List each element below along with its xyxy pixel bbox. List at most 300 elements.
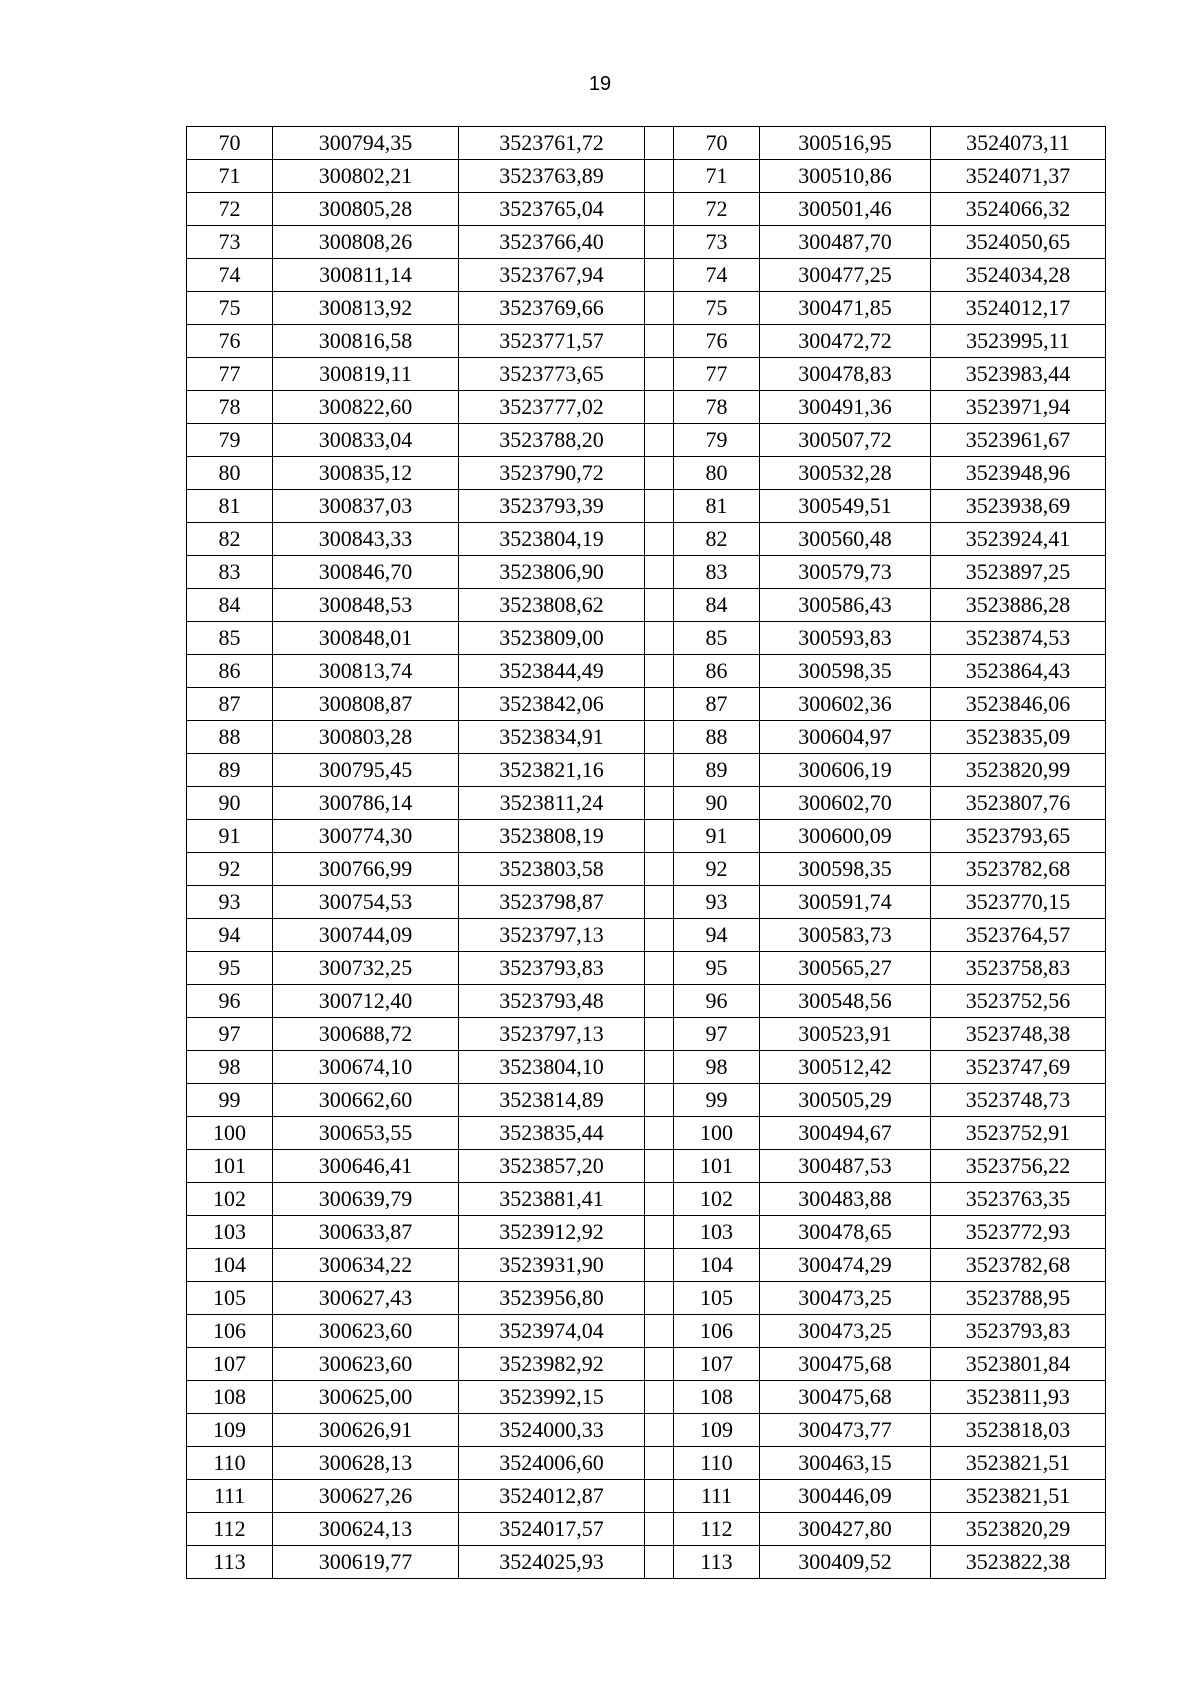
y-coordinate-cell: 3523971,94: [931, 391, 1106, 424]
separator-cell: [645, 1414, 674, 1447]
separator-cell: [645, 853, 674, 886]
point-number-cell: 107: [674, 1348, 760, 1381]
separator-cell: [645, 655, 674, 688]
separator-cell: [645, 391, 674, 424]
point-number-cell: 70: [674, 127, 760, 160]
point-number-cell: 87: [187, 688, 273, 721]
point-number-cell: 94: [187, 919, 273, 952]
separator-cell: [645, 127, 674, 160]
point-number-cell: 95: [187, 952, 273, 985]
x-coordinate-cell: 300843,33: [273, 523, 459, 556]
y-coordinate-cell: 3524000,33: [459, 1414, 645, 1447]
y-coordinate-cell: 3523820,29: [931, 1513, 1106, 1546]
separator-cell: [645, 1480, 674, 1513]
y-coordinate-cell: 3523961,67: [931, 424, 1106, 457]
y-coordinate-cell: 3523809,00: [459, 622, 645, 655]
page-number: 19: [588, 73, 612, 95]
y-coordinate-cell: 3523790,72: [459, 457, 645, 490]
point-number-cell: 85: [187, 622, 273, 655]
separator-cell: [645, 424, 674, 457]
y-coordinate-cell: 3523881,41: [459, 1183, 645, 1216]
point-number-cell: 78: [187, 391, 273, 424]
y-coordinate-cell: 3523948,96: [931, 457, 1106, 490]
table-row: [187, 325, 1106, 358]
separator-cell: [645, 1381, 674, 1414]
point-number-cell: 79: [674, 424, 760, 457]
x-coordinate-cell: 300602,70: [760, 787, 931, 820]
table-row: [187, 1282, 1106, 1315]
y-coordinate-cell: 3523992,15: [459, 1381, 645, 1414]
point-number-cell: 94: [674, 919, 760, 952]
point-number-cell: 73: [674, 226, 760, 259]
x-coordinate-cell: 300473,25: [760, 1282, 931, 1315]
y-coordinate-cell: 3523983,44: [931, 358, 1106, 391]
coordinates-table-body: [187, 127, 1106, 1579]
x-coordinate-cell: 300803,28: [273, 721, 459, 754]
table-row: [187, 1447, 1106, 1480]
y-coordinate-cell: 3523752,91: [931, 1117, 1106, 1150]
table-row: [187, 457, 1106, 490]
x-coordinate-cell: 300732,25: [273, 952, 459, 985]
y-coordinate-cell: 3523808,19: [459, 820, 645, 853]
point-number-cell: 83: [187, 556, 273, 589]
x-coordinate-cell: 300808,87: [273, 688, 459, 721]
x-coordinate-cell: 300473,77: [760, 1414, 931, 1447]
x-coordinate-cell: 300619,77: [273, 1546, 459, 1579]
separator-cell: [645, 1051, 674, 1084]
y-coordinate-cell: 3523767,94: [459, 259, 645, 292]
y-coordinate-cell: 3523770,15: [931, 886, 1106, 919]
point-number-cell: 90: [674, 787, 760, 820]
y-coordinate-cell: 3523801,84: [931, 1348, 1106, 1381]
table-row: [187, 523, 1106, 556]
y-coordinate-cell: 3523811,93: [931, 1381, 1106, 1414]
separator-cell: [645, 1513, 674, 1546]
point-number-cell: 96: [674, 985, 760, 1018]
x-coordinate-cell: 300598,35: [760, 853, 931, 886]
table-row: [187, 391, 1106, 424]
point-number-cell: 79: [187, 424, 273, 457]
x-coordinate-cell: 300474,29: [760, 1249, 931, 1282]
point-number-cell: 91: [674, 820, 760, 853]
x-coordinate-cell: 300835,12: [273, 457, 459, 490]
x-coordinate-cell: 300487,53: [760, 1150, 931, 1183]
separator-cell: [645, 787, 674, 820]
table-row: [187, 688, 1106, 721]
x-coordinate-cell: 300548,56: [760, 985, 931, 1018]
point-number-cell: 74: [187, 259, 273, 292]
x-coordinate-cell: 300633,87: [273, 1216, 459, 1249]
y-coordinate-cell: 3523772,93: [931, 1216, 1106, 1249]
y-coordinate-cell: 3524012,17: [931, 292, 1106, 325]
y-coordinate-cell: 3523788,20: [459, 424, 645, 457]
point-number-cell: 113: [187, 1546, 273, 1579]
table-row: [187, 292, 1106, 325]
y-coordinate-cell: 3523793,83: [931, 1315, 1106, 1348]
x-coordinate-cell: 300653,55: [273, 1117, 459, 1150]
table-row: [187, 589, 1106, 622]
y-coordinate-cell: 3524066,32: [931, 193, 1106, 226]
y-coordinate-cell: 3523886,28: [931, 589, 1106, 622]
x-coordinate-cell: 300623,60: [273, 1315, 459, 1348]
x-coordinate-cell: 300463,15: [760, 1447, 931, 1480]
x-coordinate-cell: 300600,09: [760, 820, 931, 853]
point-number-cell: 80: [187, 457, 273, 490]
x-coordinate-cell: 300837,03: [273, 490, 459, 523]
table-row: [187, 556, 1106, 589]
point-number-cell: 77: [674, 358, 760, 391]
point-number-cell: 106: [674, 1315, 760, 1348]
y-coordinate-cell: 3523874,53: [931, 622, 1106, 655]
separator-cell: [645, 1282, 674, 1315]
y-coordinate-cell: 3523806,90: [459, 556, 645, 589]
y-coordinate-cell: 3523771,57: [459, 325, 645, 358]
x-coordinate-cell: 300505,29: [760, 1084, 931, 1117]
y-coordinate-cell: 3523956,80: [459, 1282, 645, 1315]
separator-cell: [645, 358, 674, 391]
separator-cell: [645, 1348, 674, 1381]
y-coordinate-cell: 3523758,83: [931, 952, 1106, 985]
separator-cell: [645, 259, 674, 292]
table-row: [187, 622, 1106, 655]
point-number-cell: 113: [674, 1546, 760, 1579]
y-coordinate-cell: 3523897,25: [931, 556, 1106, 589]
table-row: [187, 160, 1106, 193]
x-coordinate-cell: 300532,28: [760, 457, 931, 490]
point-number-cell: 84: [674, 589, 760, 622]
point-number-cell: 93: [187, 886, 273, 919]
point-number-cell: 89: [674, 754, 760, 787]
point-number-cell: 104: [674, 1249, 760, 1282]
table-row: [187, 721, 1106, 754]
x-coordinate-cell: 300565,27: [760, 952, 931, 985]
x-coordinate-cell: 300507,72: [760, 424, 931, 457]
point-number-cell: 97: [187, 1018, 273, 1051]
table-row: [187, 787, 1106, 820]
point-number-cell: 73: [187, 226, 273, 259]
table-row: [187, 193, 1106, 226]
table-row: [187, 490, 1106, 523]
table-row: [187, 1546, 1106, 1579]
point-number-cell: 96: [187, 985, 273, 1018]
separator-cell: [645, 1546, 674, 1579]
y-coordinate-cell: 3523766,40: [459, 226, 645, 259]
table-row: [187, 1150, 1106, 1183]
separator-cell: [645, 886, 674, 919]
x-coordinate-cell: 300586,43: [760, 589, 931, 622]
y-coordinate-cell: 3523782,68: [931, 1249, 1106, 1282]
y-coordinate-cell: 3523763,89: [459, 160, 645, 193]
point-number-cell: 102: [674, 1183, 760, 1216]
point-number-cell: 92: [674, 853, 760, 886]
y-coordinate-cell: 3523804,19: [459, 523, 645, 556]
table-row: [187, 1183, 1106, 1216]
y-coordinate-cell: 3523807,76: [931, 787, 1106, 820]
separator-cell: [645, 325, 674, 358]
point-number-cell: 98: [187, 1051, 273, 1084]
table-row: [187, 952, 1106, 985]
x-coordinate-cell: 300446,09: [760, 1480, 931, 1513]
x-coordinate-cell: 300833,04: [273, 424, 459, 457]
y-coordinate-cell: 3523798,87: [459, 886, 645, 919]
y-coordinate-cell: 3523765,04: [459, 193, 645, 226]
point-number-cell: 101: [187, 1150, 273, 1183]
y-coordinate-cell: 3524034,28: [931, 259, 1106, 292]
x-coordinate-cell: 300786,14: [273, 787, 459, 820]
table-row: [187, 754, 1106, 787]
separator-cell: [645, 292, 674, 325]
x-coordinate-cell: 300606,19: [760, 754, 931, 787]
x-coordinate-cell: 300427,80: [760, 1513, 931, 1546]
point-number-cell: 76: [187, 325, 273, 358]
separator-cell: [645, 754, 674, 787]
y-coordinate-cell: 3523982,92: [459, 1348, 645, 1381]
x-coordinate-cell: 300813,92: [273, 292, 459, 325]
x-coordinate-cell: 300472,72: [760, 325, 931, 358]
table-row: [187, 1117, 1106, 1150]
y-coordinate-cell: 3523793,39: [459, 490, 645, 523]
point-number-cell: 112: [674, 1513, 760, 1546]
point-number-cell: 86: [187, 655, 273, 688]
y-coordinate-cell: 3523820,99: [931, 754, 1106, 787]
point-number-cell: 88: [187, 721, 273, 754]
table-row: [187, 919, 1106, 952]
separator-cell: [645, 688, 674, 721]
y-coordinate-cell: 3523761,72: [459, 127, 645, 160]
x-coordinate-cell: 300516,95: [760, 127, 931, 160]
y-coordinate-cell: 3523821,51: [931, 1447, 1106, 1480]
y-coordinate-cell: 3523974,04: [459, 1315, 645, 1348]
y-coordinate-cell: 3524050,65: [931, 226, 1106, 259]
table-row: [187, 1381, 1106, 1414]
point-number-cell: 109: [187, 1414, 273, 1447]
x-coordinate-cell: 300510,86: [760, 160, 931, 193]
table-row: [187, 886, 1106, 919]
table-row: [187, 1348, 1106, 1381]
x-coordinate-cell: 300409,52: [760, 1546, 931, 1579]
x-coordinate-cell: 300501,46: [760, 193, 931, 226]
coordinates-table: [186, 126, 1106, 1579]
table-row: [187, 226, 1106, 259]
separator-cell: [645, 1084, 674, 1117]
y-coordinate-cell: 3523857,20: [459, 1150, 645, 1183]
point-number-cell: 83: [674, 556, 760, 589]
table-row: [187, 1018, 1106, 1051]
table-row: [187, 853, 1106, 886]
y-coordinate-cell: 3523756,22: [931, 1150, 1106, 1183]
separator-cell: [645, 523, 674, 556]
point-number-cell: 111: [674, 1480, 760, 1513]
y-coordinate-cell: 3523793,83: [459, 952, 645, 985]
y-coordinate-cell: 3524006,60: [459, 1447, 645, 1480]
point-number-cell: 71: [187, 160, 273, 193]
y-coordinate-cell: 3523788,95: [931, 1282, 1106, 1315]
point-number-cell: 97: [674, 1018, 760, 1051]
separator-cell: [645, 193, 674, 226]
separator-cell: [645, 1249, 674, 1282]
point-number-cell: 84: [187, 589, 273, 622]
x-coordinate-cell: 300822,60: [273, 391, 459, 424]
separator-cell: [645, 589, 674, 622]
y-coordinate-cell: 3523821,51: [931, 1480, 1106, 1513]
point-number-cell: 99: [674, 1084, 760, 1117]
y-coordinate-cell: 3523804,10: [459, 1051, 645, 1084]
point-number-cell: 90: [187, 787, 273, 820]
y-coordinate-cell: 3523846,06: [931, 688, 1106, 721]
point-number-cell: 72: [187, 193, 273, 226]
y-coordinate-cell: 3523844,49: [459, 655, 645, 688]
table-row: [187, 424, 1106, 457]
table-row: [187, 820, 1106, 853]
separator-cell: [645, 919, 674, 952]
point-number-cell: 100: [187, 1117, 273, 1150]
y-coordinate-cell: 3523835,44: [459, 1117, 645, 1150]
x-coordinate-cell: 300475,68: [760, 1381, 931, 1414]
point-number-cell: 77: [187, 358, 273, 391]
x-coordinate-cell: 300560,48: [760, 523, 931, 556]
x-coordinate-cell: 300494,67: [760, 1117, 931, 1150]
x-coordinate-cell: 300591,74: [760, 886, 931, 919]
x-coordinate-cell: 300848,53: [273, 589, 459, 622]
point-number-cell: 87: [674, 688, 760, 721]
x-coordinate-cell: 300477,25: [760, 259, 931, 292]
y-coordinate-cell: 3523764,57: [931, 919, 1106, 952]
point-number-cell: 76: [674, 325, 760, 358]
x-coordinate-cell: 300579,73: [760, 556, 931, 589]
x-coordinate-cell: 300604,97: [760, 721, 931, 754]
separator-cell: [645, 721, 674, 754]
separator-cell: [645, 556, 674, 589]
separator-cell: [645, 457, 674, 490]
point-number-cell: 98: [674, 1051, 760, 1084]
y-coordinate-cell: 3523797,13: [459, 1018, 645, 1051]
y-coordinate-cell: 3523835,09: [931, 721, 1106, 754]
y-coordinate-cell: 3523842,06: [459, 688, 645, 721]
y-coordinate-cell: 3523822,38: [931, 1546, 1106, 1579]
point-number-cell: 109: [674, 1414, 760, 1447]
point-number-cell: 104: [187, 1249, 273, 1282]
table-row: [187, 1249, 1106, 1282]
x-coordinate-cell: 300712,40: [273, 985, 459, 1018]
y-coordinate-cell: 3523793,65: [931, 820, 1106, 853]
x-coordinate-cell: 300593,83: [760, 622, 931, 655]
separator-cell: [645, 226, 674, 259]
x-coordinate-cell: 300808,26: [273, 226, 459, 259]
x-coordinate-cell: 300846,70: [273, 556, 459, 589]
y-coordinate-cell: 3523752,56: [931, 985, 1106, 1018]
point-number-cell: 78: [674, 391, 760, 424]
x-coordinate-cell: 300602,36: [760, 688, 931, 721]
table-row: [187, 1480, 1106, 1513]
point-number-cell: 95: [674, 952, 760, 985]
table-row: [187, 1216, 1106, 1249]
y-coordinate-cell: 3523803,58: [459, 853, 645, 886]
x-coordinate-cell: 300478,83: [760, 358, 931, 391]
y-coordinate-cell: 3523747,69: [931, 1051, 1106, 1084]
x-coordinate-cell: 300802,21: [273, 160, 459, 193]
x-coordinate-cell: 300598,35: [760, 655, 931, 688]
y-coordinate-cell: 3523763,35: [931, 1183, 1106, 1216]
point-number-cell: 93: [674, 886, 760, 919]
separator-cell: [645, 820, 674, 853]
x-coordinate-cell: 300774,30: [273, 820, 459, 853]
separator-cell: [645, 160, 674, 193]
point-number-cell: 81: [674, 490, 760, 523]
x-coordinate-cell: 300811,14: [273, 259, 459, 292]
point-number-cell: 80: [674, 457, 760, 490]
y-coordinate-cell: 3523864,43: [931, 655, 1106, 688]
x-coordinate-cell: 300634,22: [273, 1249, 459, 1282]
point-number-cell: 110: [674, 1447, 760, 1480]
y-coordinate-cell: 3523814,89: [459, 1084, 645, 1117]
y-coordinate-cell: 3523782,68: [931, 853, 1106, 886]
point-number-cell: 82: [187, 523, 273, 556]
x-coordinate-cell: 300848,01: [273, 622, 459, 655]
x-coordinate-cell: 300805,28: [273, 193, 459, 226]
table-row: [187, 358, 1106, 391]
x-coordinate-cell: 300639,79: [273, 1183, 459, 1216]
point-number-cell: 105: [674, 1282, 760, 1315]
separator-cell: [645, 1447, 674, 1480]
x-coordinate-cell: 300473,25: [760, 1315, 931, 1348]
point-number-cell: 89: [187, 754, 273, 787]
point-number-cell: 81: [187, 490, 273, 523]
point-number-cell: 72: [674, 193, 760, 226]
point-number-cell: 75: [187, 292, 273, 325]
table-row: [187, 985, 1106, 1018]
table-row: [187, 1513, 1106, 1546]
y-coordinate-cell: 3523924,41: [931, 523, 1106, 556]
x-coordinate-cell: 300813,74: [273, 655, 459, 688]
y-coordinate-cell: 3524012,87: [459, 1480, 645, 1513]
point-number-cell: 111: [187, 1480, 273, 1513]
x-coordinate-cell: 300816,58: [273, 325, 459, 358]
table-row: [187, 1315, 1106, 1348]
table-row: [187, 259, 1106, 292]
point-number-cell: 103: [187, 1216, 273, 1249]
x-coordinate-cell: 300483,88: [760, 1183, 931, 1216]
x-coordinate-cell: 300471,85: [760, 292, 931, 325]
separator-cell: [645, 1315, 674, 1348]
table-row: [187, 1414, 1106, 1447]
point-number-cell: 85: [674, 622, 760, 655]
point-number-cell: 92: [187, 853, 273, 886]
x-coordinate-cell: 300624,13: [273, 1513, 459, 1546]
y-coordinate-cell: 3523818,03: [931, 1414, 1106, 1447]
point-number-cell: 75: [674, 292, 760, 325]
point-number-cell: 99: [187, 1084, 273, 1117]
x-coordinate-cell: 300744,09: [273, 919, 459, 952]
point-number-cell: 88: [674, 721, 760, 754]
x-coordinate-cell: 300795,45: [273, 754, 459, 787]
x-coordinate-cell: 300626,91: [273, 1414, 459, 1447]
x-coordinate-cell: 300475,68: [760, 1348, 931, 1381]
x-coordinate-cell: 300628,13: [273, 1447, 459, 1480]
separator-cell: [645, 985, 674, 1018]
y-coordinate-cell: 3523834,91: [459, 721, 645, 754]
y-coordinate-cell: 3523748,73: [931, 1084, 1106, 1117]
x-coordinate-cell: 300766,99: [273, 853, 459, 886]
x-coordinate-cell: 300646,41: [273, 1150, 459, 1183]
y-coordinate-cell: 3524025,93: [459, 1546, 645, 1579]
x-coordinate-cell: 300627,26: [273, 1480, 459, 1513]
y-coordinate-cell: 3524017,57: [459, 1513, 645, 1546]
point-number-cell: 103: [674, 1216, 760, 1249]
x-coordinate-cell: 300688,72: [273, 1018, 459, 1051]
point-number-cell: 101: [674, 1150, 760, 1183]
x-coordinate-cell: 300623,60: [273, 1348, 459, 1381]
x-coordinate-cell: 300491,36: [760, 391, 931, 424]
